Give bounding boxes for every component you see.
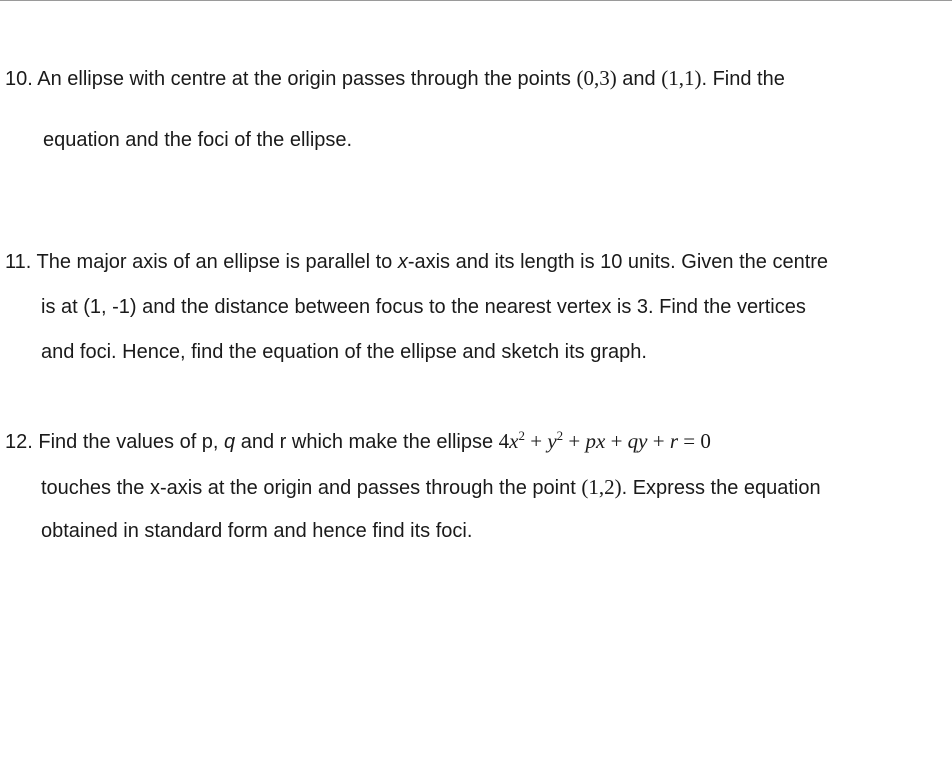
question-12-text-2: touches the x-axis at the origin and passes through the point <box>41 477 582 499</box>
question-11-text: The major axis of an ellipse is parallel to <box>36 251 398 273</box>
question-11-line-1 <box>5 250 828 274</box>
question-12-text-3: obtained in standard form and hence find its foci. <box>41 520 473 542</box>
point-1-1: (1,1) <box>661 66 702 90</box>
question-11-text-2: is at (1, -1) and the distance between focus to the nearest vertex is 3. Find the vertices <box>41 296 806 318</box>
question-12-text-mid: and r which make the ellipse <box>235 431 499 453</box>
question-12-line-1 <box>5 429 711 454</box>
question-11-text-3: and foci. Hence, find the equation of the ellipse and sketch its graph. <box>41 341 647 363</box>
question-11-line-3 <box>41 340 647 364</box>
question-12-line-2 <box>41 475 821 500</box>
question-10-text: An ellipse with centre at the origin passes through the points <box>37 68 577 90</box>
question-10-text-cont: equation and the foci of the ellipse. <box>43 129 353 151</box>
q-variable: q <box>224 431 236 453</box>
x-axis-variable: x <box>397 251 408 273</box>
question-12-text-2-end: . Express the equation <box>621 477 821 499</box>
question-10-text-end: . Find the <box>701 68 785 90</box>
question-10-line-1 <box>5 66 785 91</box>
question-12-text: Find the values of p, <box>38 431 225 453</box>
point-1-2: (1,2) <box>581 475 622 499</box>
point-0-3: (0,3) <box>576 66 617 90</box>
question-10-text-and: and <box>616 68 662 90</box>
question-12-number: 12. <box>5 431 33 453</box>
question-10-number: 10. <box>5 68 33 90</box>
ellipse-equation: $4x^2 + y^2$ + px + qy + r = 0 <box>498 428 711 453</box>
top-divider-line <box>0 0 952 1</box>
question-10-line-2 <box>43 128 352 152</box>
question-11-text-end: -axis and its length is 10 units. Given the centre <box>407 251 829 273</box>
question-11-line-2 <box>41 295 806 319</box>
question-12-line-3 <box>41 519 472 543</box>
question-11-number: 11. <box>5 251 32 273</box>
